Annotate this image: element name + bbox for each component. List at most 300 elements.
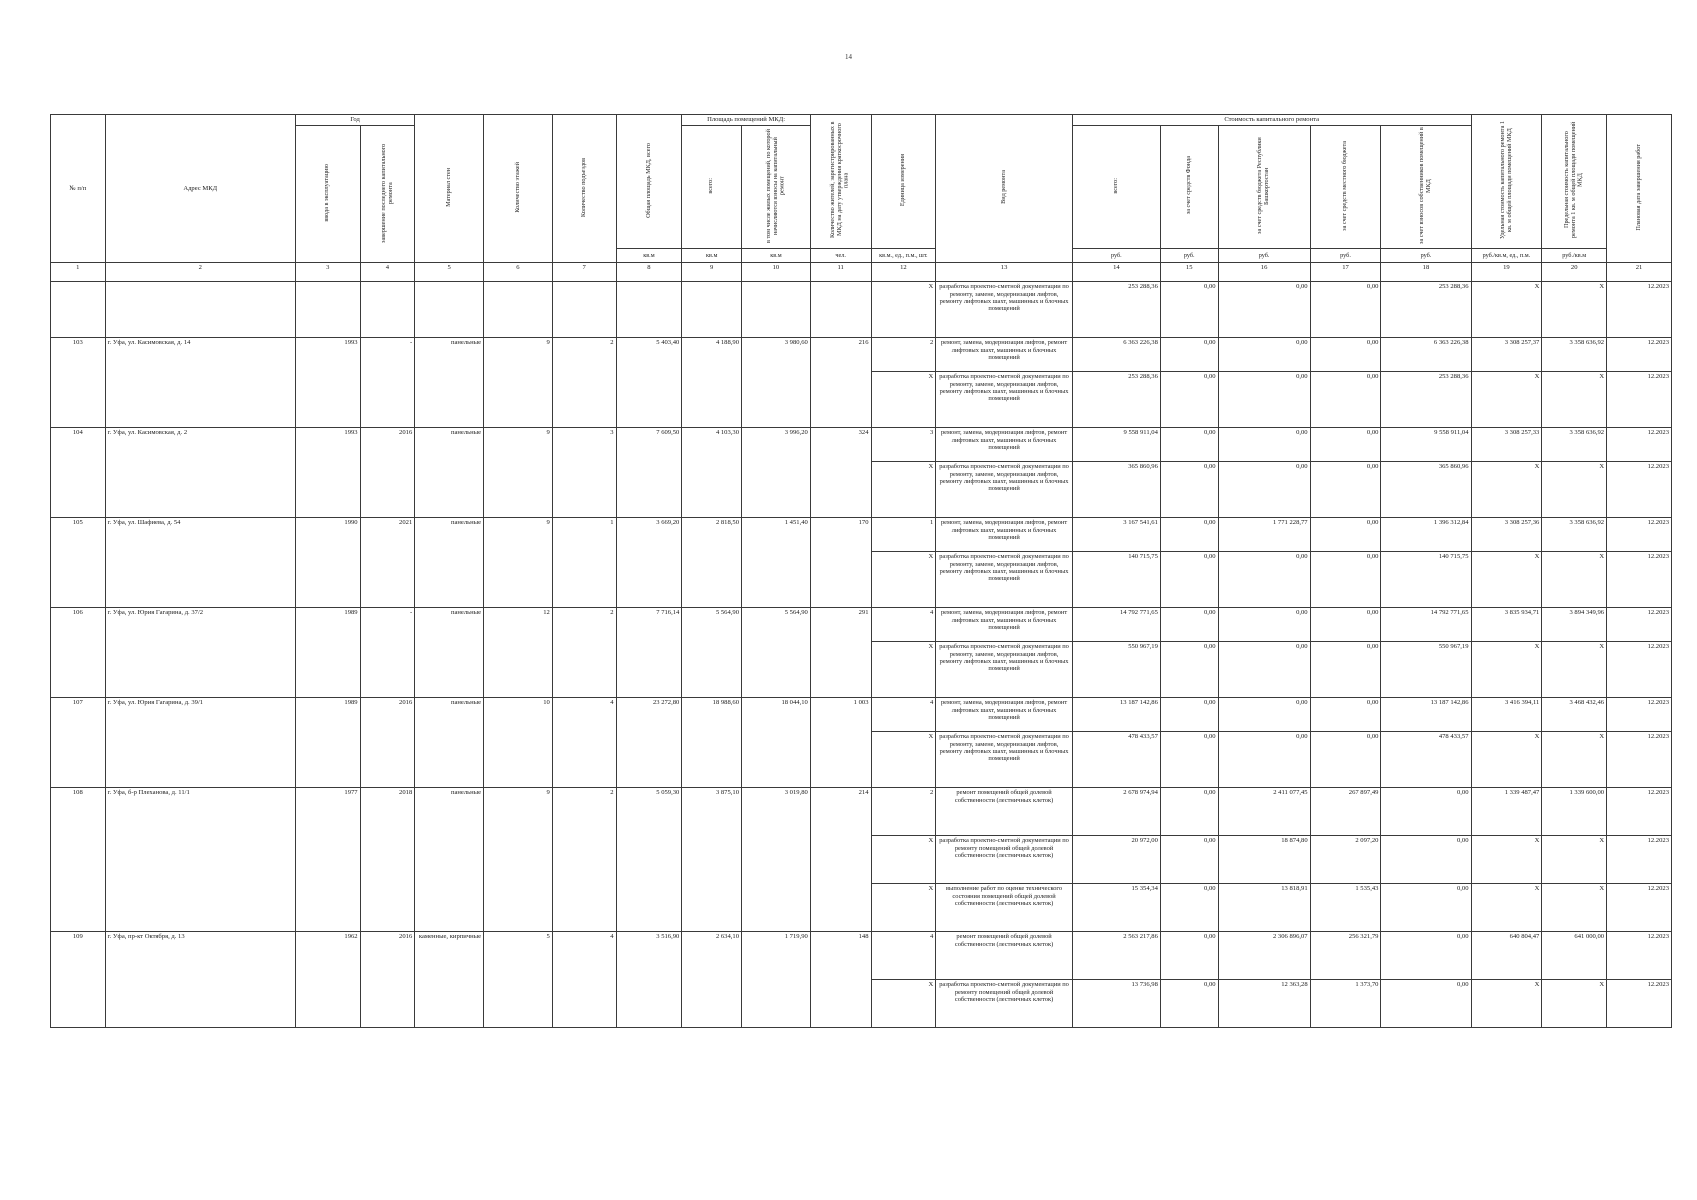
cell-republic: 13 818,91 bbox=[1218, 884, 1310, 932]
cell-entrances: 4 bbox=[552, 932, 616, 1028]
cell-unit: X bbox=[871, 642, 936, 698]
cell-floors: 9 bbox=[484, 518, 553, 608]
cell-republic: 18 874,80 bbox=[1218, 836, 1310, 884]
cell-floors: 10 bbox=[484, 698, 553, 788]
cell-local: 1 535,43 bbox=[1310, 884, 1381, 932]
cell-premises: 4 103,30 bbox=[682, 428, 742, 518]
cell-area bbox=[616, 282, 682, 338]
column-number: 16 bbox=[1218, 263, 1310, 282]
cell-owners: 365 860,96 bbox=[1381, 462, 1471, 518]
cell-address: г. Уфа, ул. Юрия Гагарина, д. 37/2 bbox=[105, 608, 295, 698]
cell-num: 106 bbox=[51, 608, 106, 698]
cell-limit: X bbox=[1542, 462, 1607, 518]
unit-residents: чел. bbox=[810, 249, 871, 263]
header-cost-republic: за счет средств бюджета Республики Башкортостан bbox=[1218, 125, 1310, 249]
cell-walls: панельные bbox=[415, 788, 484, 932]
cell-entrances: 2 bbox=[552, 788, 616, 932]
cell-unit: 4 bbox=[871, 932, 936, 980]
cell-limit: X bbox=[1542, 836, 1607, 884]
cell-unit: X bbox=[871, 836, 936, 884]
cell-fund: 0,00 bbox=[1160, 836, 1218, 884]
cell-premises-fund: 1 451,40 bbox=[742, 518, 811, 608]
cell-republic: 0,00 bbox=[1218, 282, 1310, 338]
cell-premises: 5 564,90 bbox=[682, 608, 742, 698]
cell-entrances: 2 bbox=[552, 608, 616, 698]
cell-specific: 3 308 257,37 bbox=[1471, 338, 1542, 372]
page-number: 14 bbox=[845, 53, 852, 61]
cell-specific: X bbox=[1471, 552, 1542, 608]
house-row bbox=[51, 788, 1672, 836]
column-number: 15 bbox=[1160, 263, 1218, 282]
cell-unit: 3 bbox=[871, 428, 936, 462]
cell-fund: 0,00 bbox=[1160, 732, 1218, 788]
house-row bbox=[51, 338, 1672, 372]
cell-total: 13 187 142,86 bbox=[1072, 698, 1160, 732]
header-residents: Количество жителей, зарегистрированных в МКД на дату утверждения краткосрочного плана bbox=[810, 115, 871, 249]
header-work-type: Вид ремонта bbox=[936, 115, 1073, 263]
header-premises-total: всего: bbox=[682, 125, 742, 249]
cell-local: 2 097,20 bbox=[1310, 836, 1381, 884]
cell-work: ремонт помещений общей долевой собственности (лестничных клеток) bbox=[936, 788, 1073, 836]
cell-address: г. Уфа, б-р Плеханова, д. 11/1 bbox=[105, 788, 295, 932]
cell-date: 12.2023 bbox=[1607, 698, 1672, 732]
header-limit-cost: Предельная стоимость капитального ремонта 1 кв. м общей площади помещений МКД bbox=[1542, 115, 1607, 249]
unit-cost-republic: руб. bbox=[1218, 249, 1310, 263]
cell-unit: 2 bbox=[871, 788, 936, 836]
cell-unit: X bbox=[871, 732, 936, 788]
cell-num: 109 bbox=[51, 932, 106, 1028]
cell-limit: X bbox=[1542, 282, 1607, 338]
column-number: 20 bbox=[1542, 263, 1607, 282]
column-number: 6 bbox=[484, 263, 553, 282]
cell-republic: 0,00 bbox=[1218, 372, 1310, 428]
cell-specific: X bbox=[1471, 732, 1542, 788]
cell-work: разработка проектно-сметной документации по ремонту, замене, модернизации лифтов, ремонту лифтовых шахт, машинных и блочных помещений bbox=[936, 642, 1073, 698]
cell-entrances: 4 bbox=[552, 698, 616, 788]
cell-entrances: 2 bbox=[552, 338, 616, 428]
cell-total: 550 967,19 bbox=[1072, 642, 1160, 698]
cell-work: разработка проектно-сметной документации по ремонту помещений общей долевой собственности (лестничных клеток) bbox=[936, 980, 1073, 1028]
cell-date: 12.2023 bbox=[1607, 980, 1672, 1028]
cell-work: ремонт, замена, модернизация лифтов, ремонт лифтовых шахт, машинных и блочных помещений bbox=[936, 428, 1073, 462]
cell-premises-fund: 18 044,10 bbox=[742, 698, 811, 788]
cell-date: 12.2023 bbox=[1607, 836, 1672, 884]
unit-premises-fund: кв.м bbox=[742, 249, 811, 263]
cell-premises-fund: 3 996,20 bbox=[742, 428, 811, 518]
cell-floors: 5 bbox=[484, 932, 553, 1028]
cell-work: разработка проектно-сметной документации по ремонту помещений общей долевой собственности (лестничных клеток) bbox=[936, 836, 1073, 884]
cell-unit: X bbox=[871, 282, 936, 338]
cell-republic: 1 771 228,77 bbox=[1218, 518, 1310, 552]
header-year-last-repair: завершение последнего капитального ремонта bbox=[360, 125, 415, 263]
cell-residents: 216 bbox=[810, 338, 871, 428]
cell-limit: X bbox=[1542, 372, 1607, 428]
cell-residents: 148 bbox=[810, 932, 871, 1028]
cell-fund: 0,00 bbox=[1160, 980, 1218, 1028]
cell-walls: панельные bbox=[415, 698, 484, 788]
cell-limit: 3 358 636,92 bbox=[1542, 518, 1607, 552]
cell-work: ремонт, замена, модернизация лифтов, ремонт лифтовых шахт, машинных и блочных помещений bbox=[936, 608, 1073, 642]
cell-premises-fund: 3 980,60 bbox=[742, 338, 811, 428]
cell-specific: X bbox=[1471, 884, 1542, 932]
cell-owners: 9 558 911,04 bbox=[1381, 428, 1471, 462]
cell-walls: каменные, кирпичные bbox=[415, 932, 484, 1028]
header-planned-date: Плановая дата завершения работ bbox=[1607, 115, 1672, 263]
column-number: 10 bbox=[742, 263, 811, 282]
cell-local: 256 321,79 bbox=[1310, 932, 1381, 980]
cell-limit: 3 358 636,92 bbox=[1542, 428, 1607, 462]
cell-num: 108 bbox=[51, 788, 106, 932]
cell-fund: 0,00 bbox=[1160, 462, 1218, 518]
unit-specific-cost: руб./кв.м, ед., п.м. bbox=[1471, 249, 1542, 263]
cell-year-built bbox=[295, 282, 360, 338]
header-total-area: Общая площадь МКД, всего bbox=[616, 115, 682, 249]
cell-num bbox=[51, 282, 106, 338]
unit-cost-owners: руб. bbox=[1381, 249, 1471, 263]
cell-republic: 0,00 bbox=[1218, 732, 1310, 788]
cell-residents: 170 bbox=[810, 518, 871, 608]
cell-address: г. Уфа, ул. Шафиева, д. 54 bbox=[105, 518, 295, 608]
cell-specific: X bbox=[1471, 462, 1542, 518]
cell-entrances: 3 bbox=[552, 428, 616, 518]
cell-unit: 4 bbox=[871, 608, 936, 642]
cell-area: 23 272,80 bbox=[616, 698, 682, 788]
cell-total: 2 678 974,94 bbox=[1072, 788, 1160, 836]
cell-year-built: 1989 bbox=[295, 698, 360, 788]
unit-total-area: кв.м bbox=[616, 249, 682, 263]
cell-local: 0,00 bbox=[1310, 282, 1381, 338]
cell-premises-fund: 1 719,90 bbox=[742, 932, 811, 1028]
cell-date: 12.2023 bbox=[1607, 372, 1672, 428]
cell-work: разработка проектно-сметной документации по ремонту, замене, модернизации лифтов, ремонту лифтовых шахт, машинных и блочных помещений bbox=[936, 732, 1073, 788]
cell-area: 7 716,14 bbox=[616, 608, 682, 698]
cell-fund: 0,00 bbox=[1160, 428, 1218, 462]
cell-residents: 214 bbox=[810, 788, 871, 932]
cell-year-repair: 2018 bbox=[360, 788, 415, 932]
cell-date: 12.2023 bbox=[1607, 932, 1672, 980]
column-number: 8 bbox=[616, 263, 682, 282]
cell-owners: 6 363 226,38 bbox=[1381, 338, 1471, 372]
cell-address: г. Уфа, ул. Касимовская, д. 2 bbox=[105, 428, 295, 518]
column-number: 14 bbox=[1072, 263, 1160, 282]
column-number: 19 bbox=[1471, 263, 1542, 282]
cell-premises-fund: 3 019,80 bbox=[742, 788, 811, 932]
house-row bbox=[51, 428, 1672, 462]
header-cost-group: Стоимость капитального ремонта bbox=[1072, 115, 1471, 126]
cell-republic: 0,00 bbox=[1218, 428, 1310, 462]
repair-plan-grid bbox=[50, 114, 1672, 1028]
cell-owners: 253 288,36 bbox=[1381, 282, 1471, 338]
cell-owners: 0,00 bbox=[1381, 788, 1471, 836]
cell-floors: 9 bbox=[484, 788, 553, 932]
cell-specific: X bbox=[1471, 372, 1542, 428]
unit-premises-total: кв.м bbox=[682, 249, 742, 263]
cell-floors bbox=[484, 282, 553, 338]
header-unit: Единица измерения bbox=[871, 115, 936, 249]
cell-republic: 2 411 077,45 bbox=[1218, 788, 1310, 836]
cell-area: 3 669,20 bbox=[616, 518, 682, 608]
cell-date: 12.2023 bbox=[1607, 518, 1672, 552]
cell-date: 12.2023 bbox=[1607, 884, 1672, 932]
header-cost-total: всего: bbox=[1072, 125, 1160, 249]
cell-limit: 1 339 600,00 bbox=[1542, 788, 1607, 836]
cell-limit: 3 894 349,96 bbox=[1542, 608, 1607, 642]
cell-limit: X bbox=[1542, 980, 1607, 1028]
cell-fund: 0,00 bbox=[1160, 282, 1218, 338]
cell-local: 267 897,49 bbox=[1310, 788, 1381, 836]
cell-residents bbox=[810, 282, 871, 338]
cell-total: 13 736,98 bbox=[1072, 980, 1160, 1028]
cell-fund: 0,00 bbox=[1160, 338, 1218, 372]
cell-specific: 3 416 394,11 bbox=[1471, 698, 1542, 732]
table-body bbox=[51, 263, 1672, 1028]
capital-repair-table bbox=[50, 114, 1672, 1028]
header-walls: Материал стен bbox=[415, 115, 484, 263]
cell-residents: 324 bbox=[810, 428, 871, 518]
unit-cost-fund: руб. bbox=[1160, 249, 1218, 263]
cell-date: 12.2023 bbox=[1607, 428, 1672, 462]
column-number: 17 bbox=[1310, 263, 1381, 282]
cell-year-built: 1977 bbox=[295, 788, 360, 932]
cell-limit: 3 468 432,46 bbox=[1542, 698, 1607, 732]
cell-year-built: 1962 bbox=[295, 932, 360, 1028]
cell-date: 12.2023 bbox=[1607, 608, 1672, 642]
cell-republic: 0,00 bbox=[1218, 642, 1310, 698]
cell-specific: X bbox=[1471, 282, 1542, 338]
cell-owners: 0,00 bbox=[1381, 980, 1471, 1028]
cell-area: 5 403,40 bbox=[616, 338, 682, 428]
cell-area: 7 609,50 bbox=[616, 428, 682, 518]
column-number: 11 bbox=[810, 263, 871, 282]
cell-fund: 0,00 bbox=[1160, 518, 1218, 552]
header-cost-fund: за счет средств Фонда bbox=[1160, 125, 1218, 249]
cell-owners: 550 967,19 bbox=[1381, 642, 1471, 698]
cell-owners: 0,00 bbox=[1381, 884, 1471, 932]
cell-local: 0,00 bbox=[1310, 372, 1381, 428]
cell-local: 0,00 bbox=[1310, 518, 1381, 552]
header-year-commission: ввода в эксплуатацию bbox=[295, 125, 360, 263]
cell-year-repair: 2021 bbox=[360, 518, 415, 608]
cell-year-repair: - bbox=[360, 338, 415, 428]
cell-work: разработка проектно-сметной документации по ремонту, замене, модернизации лифтов, ремонту лифтовых шахт, машинных и блочных помещений bbox=[936, 462, 1073, 518]
cell-total: 365 860,96 bbox=[1072, 462, 1160, 518]
cell-owners: 13 187 142,86 bbox=[1381, 698, 1471, 732]
cell-unit: X bbox=[871, 552, 936, 608]
cell-local: 0,00 bbox=[1310, 338, 1381, 372]
cell-num: 103 bbox=[51, 338, 106, 428]
cell-local: 0,00 bbox=[1310, 732, 1381, 788]
cell-specific: 1 339 487,47 bbox=[1471, 788, 1542, 836]
cell-premises: 3 875,10 bbox=[682, 788, 742, 932]
house-row bbox=[51, 932, 1672, 980]
cell-specific: 3 308 257,33 bbox=[1471, 428, 1542, 462]
cell-limit: 3 358 636,92 bbox=[1542, 338, 1607, 372]
cell-residents: 1 003 bbox=[810, 698, 871, 788]
cell-premises: 2 634,10 bbox=[682, 932, 742, 1028]
cell-address: г. Уфа, ул. Юрия Гагарина, д. 39/1 bbox=[105, 698, 295, 788]
cell-total: 3 167 541,61 bbox=[1072, 518, 1160, 552]
column-number: 12 bbox=[871, 263, 936, 282]
cell-date: 12.2023 bbox=[1607, 462, 1672, 518]
cell-residents: 291 bbox=[810, 608, 871, 698]
cell-specific: X bbox=[1471, 642, 1542, 698]
column-number: 2 bbox=[105, 263, 295, 282]
cell-local: 0,00 bbox=[1310, 642, 1381, 698]
header-address: Адрес МКД bbox=[105, 115, 295, 263]
cell-year-built: 1989 bbox=[295, 608, 360, 698]
column-number: 13 bbox=[936, 263, 1073, 282]
header-year-group: Год bbox=[295, 115, 414, 126]
column-number: 9 bbox=[682, 263, 742, 282]
cell-num: 104 bbox=[51, 428, 106, 518]
cell-premises: 18 988,60 bbox=[682, 698, 742, 788]
cell-premises: 2 818,50 bbox=[682, 518, 742, 608]
cell-area: 3 516,90 bbox=[616, 932, 682, 1028]
cell-specific: 3 835 934,71 bbox=[1471, 608, 1542, 642]
header-num: № п/п bbox=[51, 115, 106, 263]
cell-republic: 0,00 bbox=[1218, 608, 1310, 642]
cell-republic: 2 306 896,07 bbox=[1218, 932, 1310, 980]
cell-republic: 12 363,28 bbox=[1218, 980, 1310, 1028]
cell-republic: 0,00 bbox=[1218, 338, 1310, 372]
cell-specific: 640 804,47 bbox=[1471, 932, 1542, 980]
cell-premises: 4 188,90 bbox=[682, 338, 742, 428]
table-header bbox=[51, 115, 1672, 263]
cell-floors: 9 bbox=[484, 338, 553, 428]
cell-limit: 641 000,00 bbox=[1542, 932, 1607, 980]
column-number: 3 bbox=[295, 263, 360, 282]
cell-owners: 1 396 312,84 bbox=[1381, 518, 1471, 552]
cell-local: 0,00 bbox=[1310, 552, 1381, 608]
cell-date: 12.2023 bbox=[1607, 552, 1672, 608]
cell-total: 253 288,36 bbox=[1072, 282, 1160, 338]
cell-total: 140 715,75 bbox=[1072, 552, 1160, 608]
cell-republic: 0,00 bbox=[1218, 552, 1310, 608]
cell-total: 14 792 771,65 bbox=[1072, 608, 1160, 642]
cell-total: 9 558 911,04 bbox=[1072, 428, 1160, 462]
cell-owners: 0,00 bbox=[1381, 932, 1471, 980]
cell-unit: X bbox=[871, 884, 936, 932]
cell-fund: 0,00 bbox=[1160, 788, 1218, 836]
cell-date: 12.2023 bbox=[1607, 732, 1672, 788]
header-specific-cost: Удельная стоимость капитального ремонта 1 кв. м общей площади помещений МКД bbox=[1471, 115, 1542, 249]
house-row bbox=[51, 698, 1672, 732]
cell-republic: 0,00 bbox=[1218, 698, 1310, 732]
cell-year-repair: 2016 bbox=[360, 428, 415, 518]
cell-owners: 140 715,75 bbox=[1381, 552, 1471, 608]
cell-date: 12.2023 bbox=[1607, 642, 1672, 698]
cell-local: 0,00 bbox=[1310, 462, 1381, 518]
cell-local: 0,00 bbox=[1310, 608, 1381, 642]
continuation-row bbox=[51, 282, 1672, 338]
cell-total: 15 354,34 bbox=[1072, 884, 1160, 932]
cell-fund: 0,00 bbox=[1160, 552, 1218, 608]
cell-year-built: 1993 bbox=[295, 338, 360, 428]
cell-walls: панельные bbox=[415, 428, 484, 518]
cell-total: 6 363 226,38 bbox=[1072, 338, 1160, 372]
cell-entrances: 1 bbox=[552, 518, 616, 608]
cell-walls bbox=[415, 282, 484, 338]
cell-address: г. Уфа, пр-кт Октября, д. 13 bbox=[105, 932, 295, 1028]
cell-owners: 478 433,57 bbox=[1381, 732, 1471, 788]
cell-walls: панельные bbox=[415, 338, 484, 428]
cell-total: 20 972,00 bbox=[1072, 836, 1160, 884]
cell-walls: панельные bbox=[415, 518, 484, 608]
cell-unit: 4 bbox=[871, 698, 936, 732]
unit-limit-cost: руб./кв.м bbox=[1542, 249, 1607, 263]
header-premises-group: Площадь помещений МКД: bbox=[682, 115, 810, 126]
cell-specific: X bbox=[1471, 980, 1542, 1028]
cell-unit: 2 bbox=[871, 338, 936, 372]
column-number-row bbox=[51, 263, 1672, 282]
cell-year-built: 1993 bbox=[295, 428, 360, 518]
cell-unit: X bbox=[871, 372, 936, 428]
cell-premises bbox=[682, 282, 742, 338]
cell-owners: 14 792 771,65 bbox=[1381, 608, 1471, 642]
cell-unit: 1 bbox=[871, 518, 936, 552]
cell-address bbox=[105, 282, 295, 338]
column-number: 21 bbox=[1607, 263, 1672, 282]
cell-fund: 0,00 bbox=[1160, 884, 1218, 932]
unit-unit: кв.м., ед., п.м., шт. bbox=[871, 249, 936, 263]
cell-floors: 12 bbox=[484, 608, 553, 698]
header-premises-fund: в том числе жилых помещений, по которой начисляются взносы на капитальный ремонт bbox=[742, 125, 811, 249]
cell-specific: 3 308 257,36 bbox=[1471, 518, 1542, 552]
column-number: 4 bbox=[360, 263, 415, 282]
cell-republic: 0,00 bbox=[1218, 462, 1310, 518]
cell-area: 5 059,30 bbox=[616, 788, 682, 932]
cell-specific: X bbox=[1471, 836, 1542, 884]
column-number: 7 bbox=[552, 263, 616, 282]
cell-premises-fund: 5 564,90 bbox=[742, 608, 811, 698]
column-number: 5 bbox=[415, 263, 484, 282]
cell-local: 0,00 bbox=[1310, 698, 1381, 732]
header-floors: Количество этажей bbox=[484, 115, 553, 263]
cell-limit: X bbox=[1542, 732, 1607, 788]
cell-local: 0,00 bbox=[1310, 428, 1381, 462]
cell-limit: X bbox=[1542, 642, 1607, 698]
cell-year-repair: 2016 bbox=[360, 698, 415, 788]
cell-total: 2 563 217,86 bbox=[1072, 932, 1160, 980]
cell-fund: 0,00 bbox=[1160, 372, 1218, 428]
header-entrances: Количество подъездов bbox=[552, 115, 616, 263]
column-number: 1 bbox=[51, 263, 106, 282]
cell-fund: 0,00 bbox=[1160, 698, 1218, 732]
cell-unit: X bbox=[871, 980, 936, 1028]
cell-work: ремонт помещений общей долевой собственности (лестничных клеток) bbox=[936, 932, 1073, 980]
cell-date: 12.2023 bbox=[1607, 282, 1672, 338]
unit-cost-total: руб. bbox=[1072, 249, 1160, 263]
cell-year-repair bbox=[360, 282, 415, 338]
cell-floors: 9 bbox=[484, 428, 553, 518]
cell-premises-fund bbox=[742, 282, 811, 338]
house-row bbox=[51, 518, 1672, 552]
cell-fund: 0,00 bbox=[1160, 608, 1218, 642]
header-cost-owners: за счет взносов собственников помещений в МКД bbox=[1381, 125, 1471, 249]
cell-local: 1 373,70 bbox=[1310, 980, 1381, 1028]
cell-total: 253 288,36 bbox=[1072, 372, 1160, 428]
cell-work: выполнение работ по оценке технического состояния помещений общей долевой собственности (лестничных клеток) bbox=[936, 884, 1073, 932]
header-cost-local: за счет средств местного бюджета bbox=[1310, 125, 1381, 249]
cell-fund: 0,00 bbox=[1160, 642, 1218, 698]
cell-owners: 253 288,36 bbox=[1381, 372, 1471, 428]
cell-date: 12.2023 bbox=[1607, 788, 1672, 836]
cell-work: разработка проектно-сметной документации по ремонту, замене, модернизации лифтов, ремонту лифтовых шахт, машинных и блочных помещений bbox=[936, 282, 1073, 338]
cell-year-repair: - bbox=[360, 608, 415, 698]
cell-year-built: 1990 bbox=[295, 518, 360, 608]
cell-work: ремонт, замена, модернизация лифтов, ремонт лифтовых шахт, машинных и блочных помещений bbox=[936, 518, 1073, 552]
cell-total: 478 433,57 bbox=[1072, 732, 1160, 788]
